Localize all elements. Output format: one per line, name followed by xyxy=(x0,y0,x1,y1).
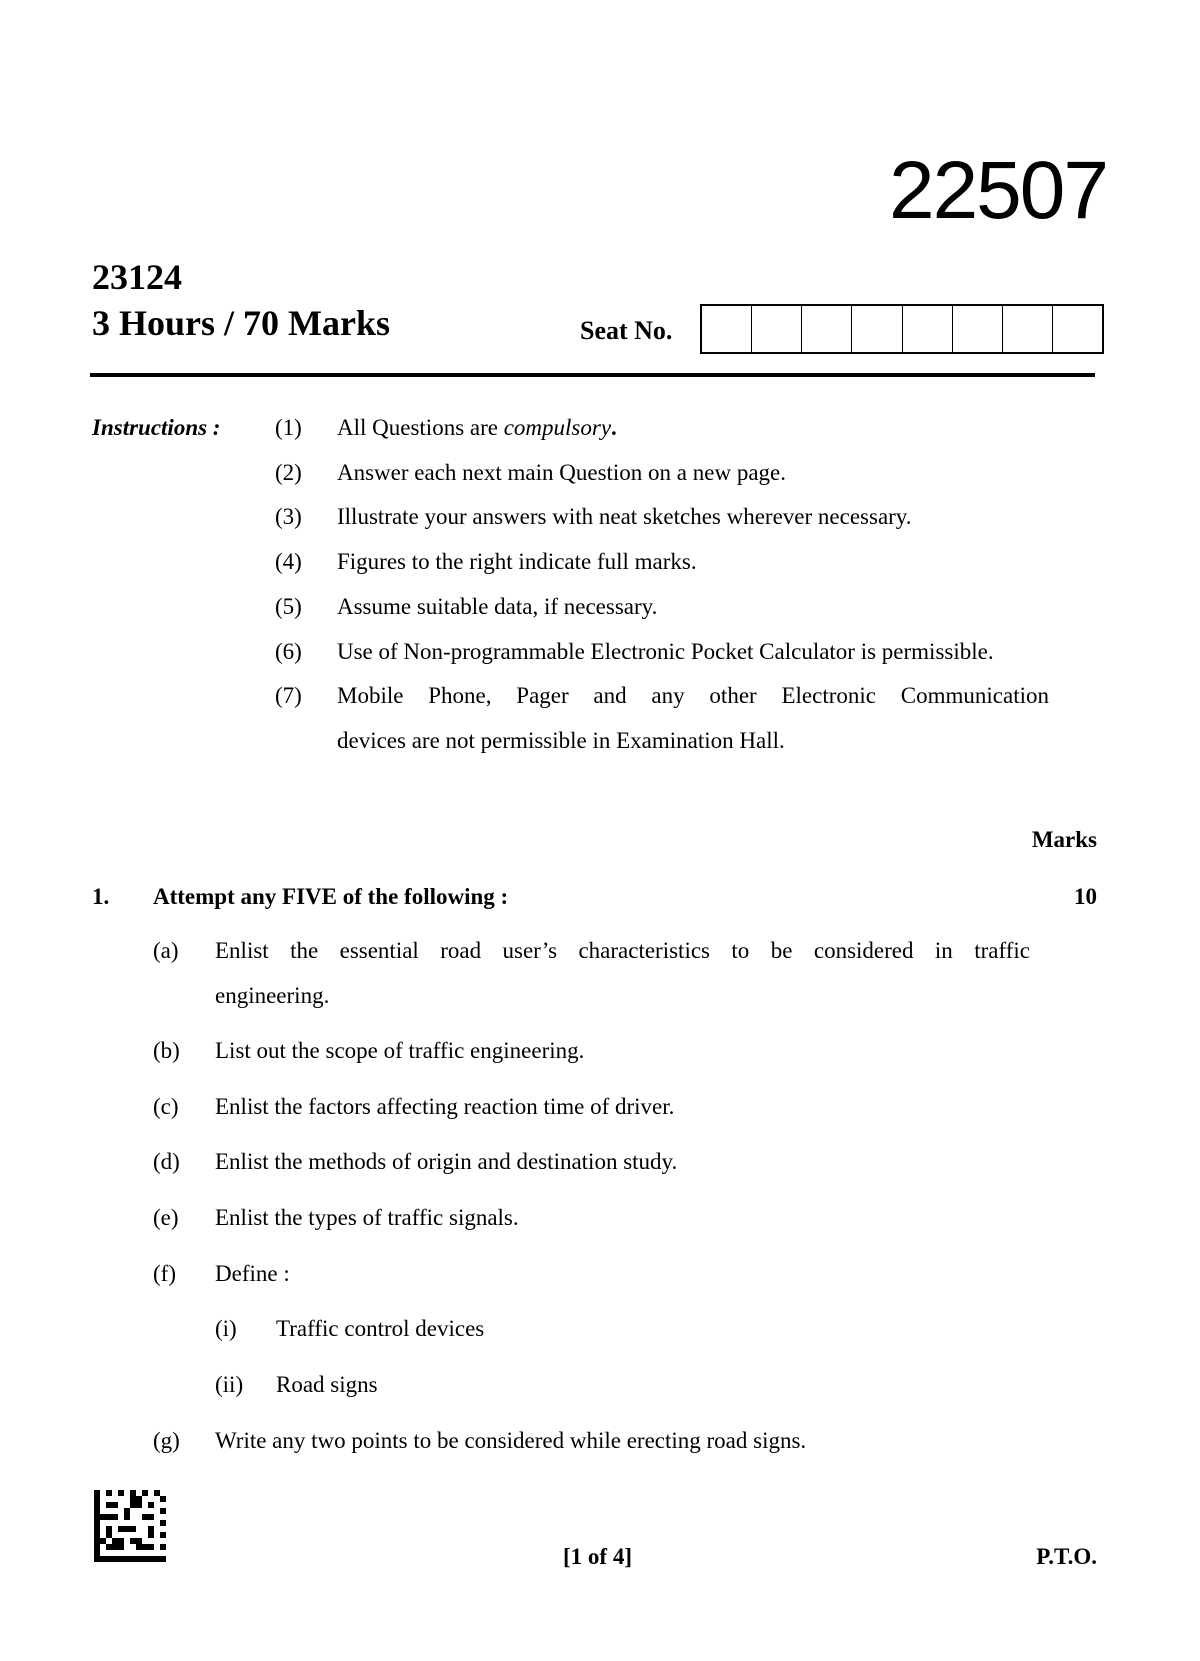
seat-digit-box[interactable] xyxy=(903,306,953,352)
seat-digit-box[interactable] xyxy=(1003,306,1053,352)
instruction-text: All Questions are compulsory. xyxy=(337,415,617,440)
instruction-number: (1) xyxy=(275,415,302,440)
part-label: (c) xyxy=(153,1094,179,1119)
part-label: (a) xyxy=(153,938,179,963)
part-text: Enlist the essential road user’s characteristics to be considered in traffic xyxy=(215,938,1030,963)
please-turn-over: P.T.O. xyxy=(1036,1544,1097,1569)
instruction-text: Figures to the right indicate full marks. xyxy=(337,549,697,574)
subpart-text: Traffic control devices xyxy=(276,1316,485,1341)
part-label: (f) xyxy=(153,1261,176,1286)
subject-code: 23124 xyxy=(92,257,182,297)
seat-number-boxes[interactable] xyxy=(700,304,1104,354)
seat-digit-box[interactable] xyxy=(802,306,852,352)
part-label: (b) xyxy=(153,1038,180,1063)
question-marks: 10 xyxy=(1074,884,1097,909)
header-divider xyxy=(90,373,1095,377)
seat-number-label: Seat No. xyxy=(580,316,673,345)
part-text: Enlist the types of traffic signals. xyxy=(215,1205,519,1230)
duration-marks: 3 Hours / 70 Marks xyxy=(92,303,391,343)
instruction-text: Mobile Phone, Pager and any other Electronic Communication xyxy=(337,683,1049,708)
instruction-text: Assume suitable data, if necessary. xyxy=(337,594,658,619)
instructions-heading: Instructions : xyxy=(92,415,221,440)
page-number: [1 of 4] xyxy=(563,1544,632,1569)
part-text-continued: engineering. xyxy=(215,983,330,1008)
part-text: Enlist the factors affecting reaction time of driver. xyxy=(215,1094,675,1119)
marks-column-heading: Marks xyxy=(1031,827,1097,852)
part-label: (e) xyxy=(153,1205,179,1230)
part-label: (g) xyxy=(153,1428,180,1453)
part-label: (d) xyxy=(153,1149,180,1174)
subpart-text: Road signs xyxy=(276,1372,378,1397)
instruction-number: (6) xyxy=(275,639,302,664)
instruction-number: (3) xyxy=(275,504,302,529)
question-title: Attempt any FIVE of the following : xyxy=(153,884,509,909)
instruction-text: Use of Non-programmable Electronic Pocket Calculator is permissible. xyxy=(337,639,994,664)
paper-code: 22507 xyxy=(888,145,1107,236)
seat-digit-box[interactable] xyxy=(953,306,1003,352)
subpart-label: (i) xyxy=(215,1316,237,1341)
seat-digit-box[interactable] xyxy=(852,306,902,352)
part-text: Define : xyxy=(215,1261,290,1286)
seat-digit-box[interactable] xyxy=(752,306,802,352)
instruction-text: Answer each next main Question on a new page. xyxy=(337,460,786,485)
instruction-text-continued: devices are not permissible in Examination Hall. xyxy=(337,728,785,753)
instruction-number: (2) xyxy=(275,460,302,485)
part-text: Enlist the methods of origin and destination study. xyxy=(215,1149,678,1174)
seat-digit-box[interactable] xyxy=(702,306,752,352)
part-text: Write any two points to be considered while erecting road signs. xyxy=(215,1428,807,1453)
subpart-label: (ii) xyxy=(215,1372,244,1397)
instruction-number: (5) xyxy=(275,594,302,619)
instruction-text: Illustrate your answers with neat sketches wherever necessary. xyxy=(337,504,912,529)
instruction-number: (4) xyxy=(275,549,302,574)
question-number: 1. xyxy=(92,884,110,909)
qr-code-icon xyxy=(94,1490,166,1562)
instruction-number: (7) xyxy=(275,683,302,708)
part-text: List out the scope of traffic engineering. xyxy=(215,1038,585,1063)
seat-digit-box[interactable] xyxy=(1053,306,1102,352)
